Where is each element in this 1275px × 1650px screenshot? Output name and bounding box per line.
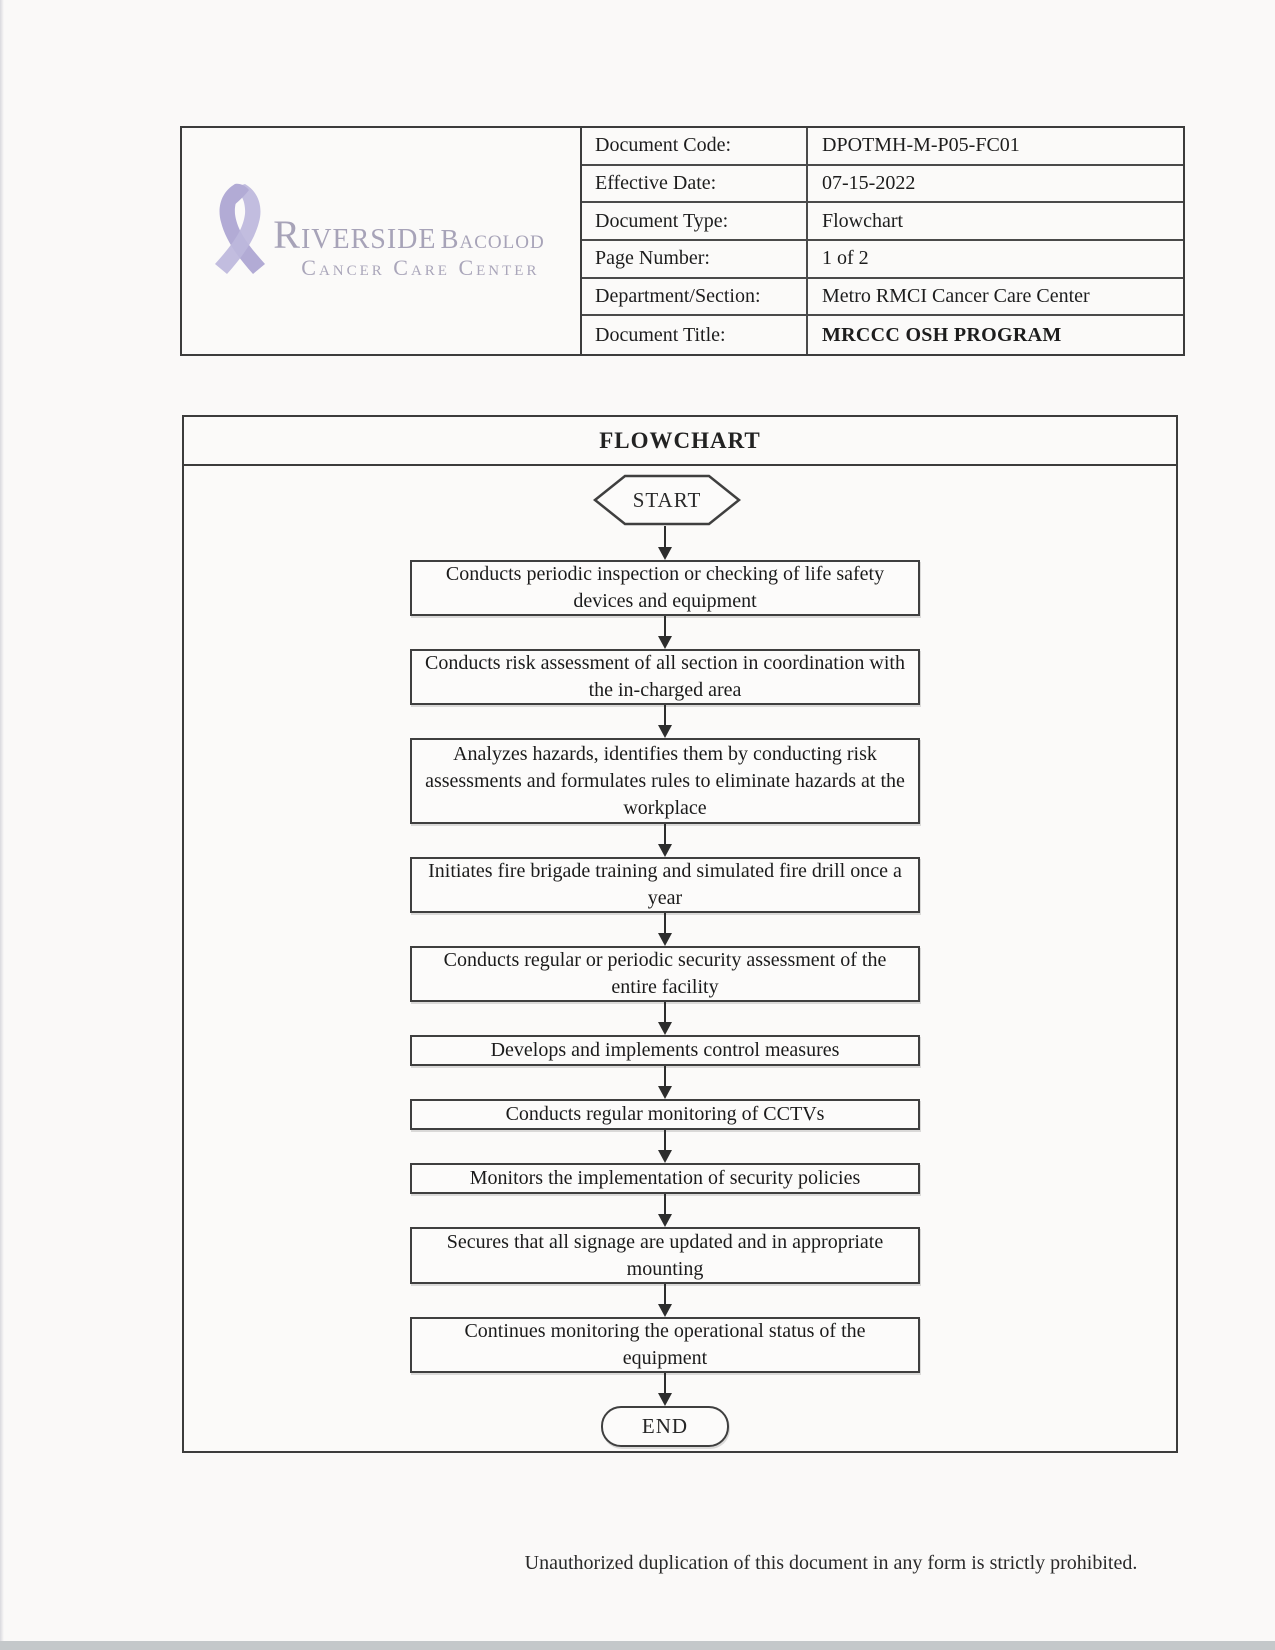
table-row [582, 203, 1183, 241]
start-node [593, 474, 741, 526]
logo-tagline: Cancer Care Center [301, 255, 540, 280]
flowchart-frame [182, 415, 1178, 1453]
arrow-down-icon [657, 1373, 673, 1406]
department-section-label: Department/Section: [582, 279, 808, 315]
logo-name [273, 212, 545, 257]
awareness-ribbon-icon [209, 182, 271, 300]
flow-step-6: Develops and implements control measures [410, 1035, 920, 1066]
arrow-down-icon [657, 1284, 673, 1317]
flow-step-5: Conducts regular or periodic security assessment of the entire facility [410, 946, 920, 1002]
arrow-down-icon [657, 526, 673, 560]
logo-name-main: Riverside [273, 212, 437, 257]
table-row [582, 166, 1183, 204]
document-code-label: Document Code: [582, 128, 808, 164]
org-logo [209, 182, 544, 300]
document-title-value: MRCCC OSH PROGRAM [822, 323, 1062, 346]
start-label: START [632, 487, 702, 512]
flow-step-10: Continues monitoring the operational status of the equipment [410, 1317, 920, 1373]
flow-step-9: Secures that all signage are updated and in appropriate mounting [410, 1227, 920, 1284]
end-node: END [601, 1406, 729, 1447]
flow-step-3: Analyzes hazards, identifies them by conducting risk assessments and formulates rules to eliminate hazards at the workplace [410, 738, 920, 824]
document-type-value: Flowchart [822, 209, 904, 232]
flow-step-7: Conducts regular monitoring of CCTVs [410, 1099, 920, 1130]
logo-cell [182, 128, 582, 354]
arrow-down-icon [657, 616, 673, 649]
arrow-down-icon [657, 705, 673, 738]
flow-step-8: Monitors the implementation of security policies [410, 1163, 920, 1194]
department-section-value: Metro RMCI Cancer Care Center [822, 284, 1090, 307]
flow-step-1: Conducts periodic inspection or checking of life safety devices and equipment [410, 560, 920, 616]
table-row [582, 316, 1183, 354]
arrow-down-icon [657, 824, 673, 857]
logo-name-sub: Bacolod [440, 224, 545, 254]
arrow-down-icon [657, 1130, 673, 1163]
page-number-label: Page Number: [582, 241, 808, 277]
flow-step-2: Conducts risk assessment of all section in coordination with the in-charged area [410, 649, 920, 705]
scan-edge-artifact [0, 0, 4, 1650]
page-number-value: 1 of 2 [822, 247, 869, 270]
effective-date-value: 07-15-2022 [822, 171, 916, 194]
document-meta-rows [582, 128, 1183, 354]
arrow-down-icon [657, 913, 673, 946]
arrow-down-icon [657, 1194, 673, 1227]
document-title-label: Document Title: [582, 316, 808, 354]
table-row [582, 241, 1183, 279]
document-type-label: Document Type: [582, 203, 808, 239]
table-row [582, 279, 1183, 317]
document-code-value: DPOTMH-M-P05-FC01 [822, 134, 1020, 157]
document-header-table [180, 126, 1185, 356]
footer-note: Unauthorized duplication of this document in any form is strictly prohibited. [524, 1552, 1138, 1574]
flow-step-4: Initiates fire brigade training and simulated fire drill once a year [410, 857, 920, 913]
table-row [582, 128, 1183, 166]
scan-bottom-strip [0, 1641, 1275, 1650]
logo-text [273, 212, 545, 280]
arrow-down-icon [657, 1002, 673, 1035]
effective-date-label: Effective Date: [582, 166, 808, 202]
flowchart-title: FLOWCHART [184, 417, 1176, 466]
arrow-down-icon [657, 1066, 673, 1099]
